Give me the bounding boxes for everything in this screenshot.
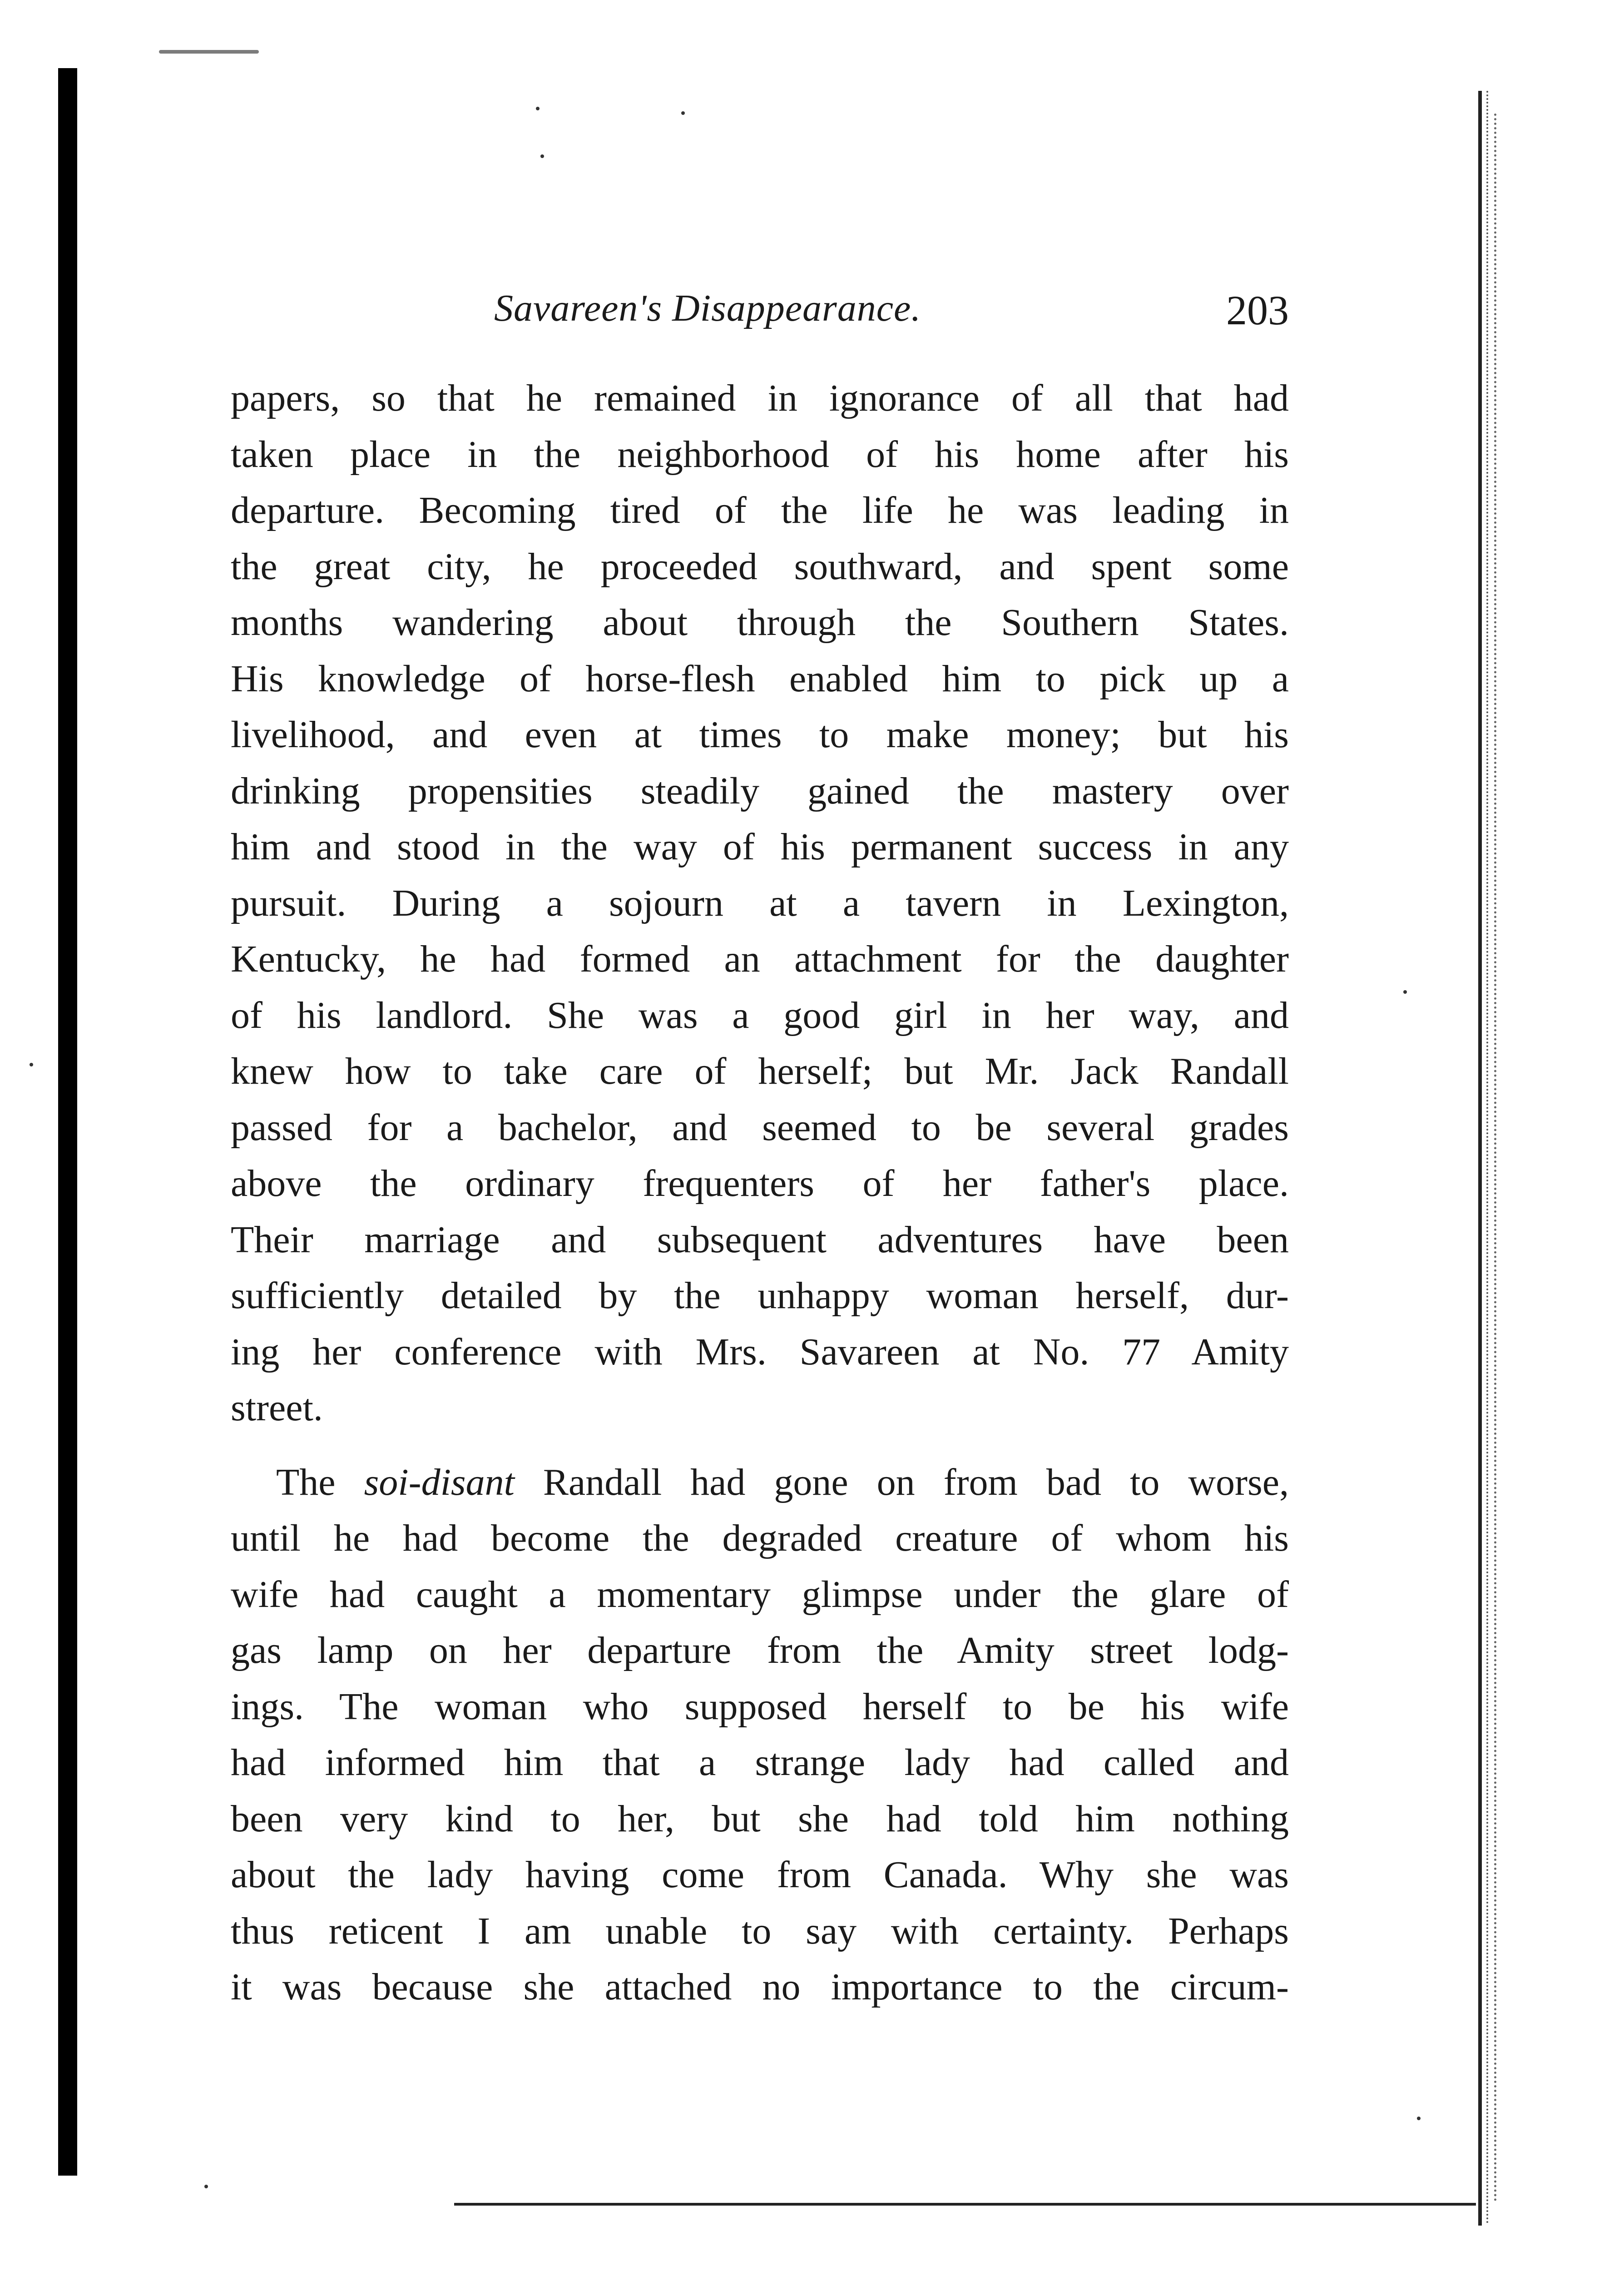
running-title: Savareen's Disappearance.: [494, 287, 921, 329]
text-line: until he had become the degraded creature of whom his: [231, 1517, 1289, 1559]
page-bottom-edge: [454, 2203, 1476, 2206]
text-line: ings. The woman who supposed herself to be his wife: [231, 1685, 1289, 1728]
text-line: wife had caught a momentary glimpse under the glare of: [231, 1573, 1289, 1616]
text-line: papers, so that he remained in ignorance of all that had: [231, 377, 1289, 419]
text-line: His knowledge of horse-flesh enabled him to pick up a: [231, 657, 1289, 700]
page-edge-dots: [1494, 114, 1500, 2203]
scan-smudge: [159, 50, 259, 54]
scan-speck: [540, 154, 544, 158]
text-line: livelihood, and even at times to make money; but his: [231, 714, 1289, 756]
text-line: [231, 1454, 1289, 1511]
scan-speck: [30, 1063, 33, 1066]
running-head: [231, 273, 1289, 345]
text-line: it was because she attached no importance to the circum-: [231, 1966, 1289, 2008]
text-line: the great city, he proceeded southward, and spent some: [231, 545, 1289, 588]
text-line: drinking propensities steadily gained the mastery over: [231, 769, 1289, 812]
italic-phrase: soi-disant: [364, 1461, 515, 1503]
scan-speck: [1417, 2117, 1421, 2120]
text-line: sufficiently detailed by the unhappy woman herself, dur-: [231, 1274, 1289, 1317]
scan-speck: [204, 2185, 208, 2188]
binding-shadow: [58, 68, 77, 2176]
text-line: of his landlord. She was a good girl in her way, and: [231, 994, 1289, 1036]
page-edge-shadow: [1478, 91, 1488, 2226]
text-line: had informed him that a strange lady had called and: [231, 1741, 1289, 1784]
text-run: The: [276, 1461, 364, 1503]
scan-speck: [681, 111, 685, 115]
text-line: taken place in the neighborhood of his home after his: [231, 433, 1289, 476]
page-number: 203: [1226, 287, 1289, 333]
text-line: above the ordinary frequenters of her father's place.: [231, 1162, 1289, 1205]
text-line: thus reticent I am unable to say with certainty. Perhaps: [231, 1909, 1289, 1952]
text-line: passed for a bachelor, and seemed to be several grades: [231, 1106, 1289, 1149]
text-line: about the lady having come from Canada. Why she was: [231, 1854, 1289, 1896]
text-line: Kentucky, he had formed an attachment for the daughter: [231, 938, 1289, 980]
text-line: him and stood in the way of his permanent success in any: [231, 826, 1289, 868]
paragraph-2: [231, 1454, 1289, 2015]
paragraph-1: [231, 370, 1289, 1436]
text-line: street.: [231, 1387, 323, 1429]
text-line: Their marriage and subsequent adventures have been: [231, 1218, 1289, 1261]
text-line: ing her conference with Mrs. Savareen at No. 77 Amity: [231, 1330, 1289, 1373]
text-line: pursuit. During a sojourn at a tavern in Lexington,: [231, 882, 1289, 924]
scan-speck: [1403, 990, 1407, 994]
text-line: gas lamp on her departure from the Amity street lodg-: [231, 1629, 1289, 1671]
text-line: knew how to take care of herself; but Mr. Jack Randall: [231, 1050, 1289, 1092]
body-text: [231, 370, 1289, 2015]
text-line: departure. Becoming tired of the life he was leading in: [231, 489, 1289, 531]
text-run: Randall had gone on from bad to worse,: [514, 1461, 1289, 1503]
scan-speck: [536, 107, 540, 110]
text-line: been very kind to her, but she had told him nothing: [231, 1797, 1289, 1840]
text-line: months wandering about through the Southern States.: [231, 601, 1289, 644]
